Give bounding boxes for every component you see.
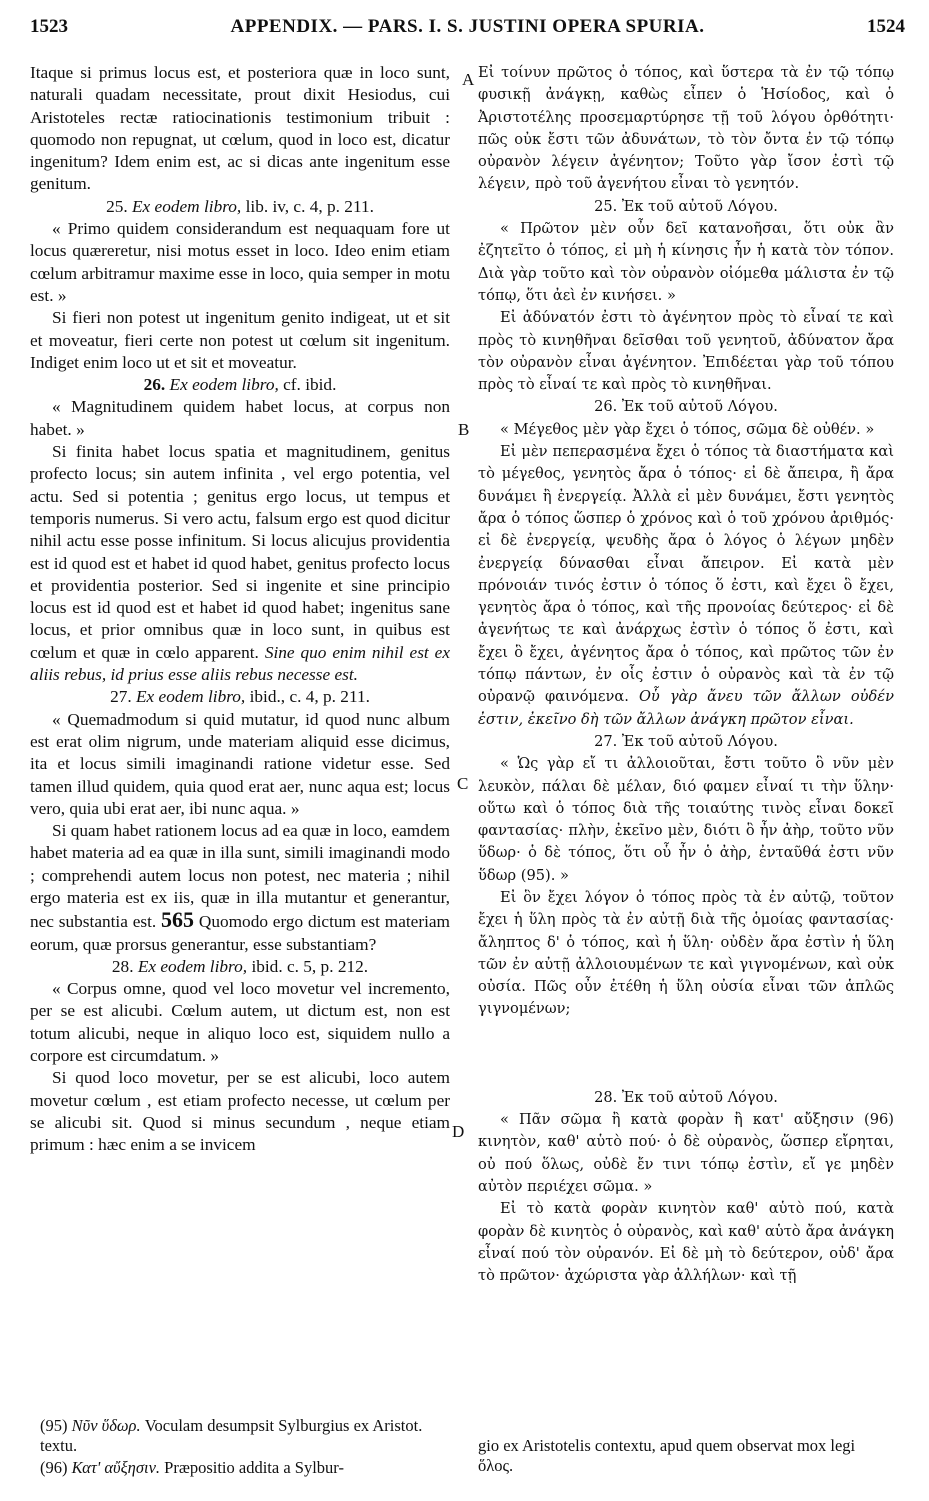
section-source: Ex eodem libro,	[169, 375, 279, 395]
latin-paragraph	[30, 441, 450, 686]
section-source: Ex eodem libro,	[136, 687, 246, 707]
greek-paragraph: Εἰ ἀδύνατόν ἐστι τὸ ἀγένητον πρὸς τὸ εἶναί τε καὶ πρὸς τὸ κινηθῆναι δεῖσθαι τοῦ γενητοῦ, ἀδύνατον ἄρα τὸν οὐρανὸν εἶναι ἀγένητον. Ἐπιδέεται γὰρ τοῦ τόπου πρὸς τὸ εἶναί τε καὶ πρὸς τὸ κινηθῆναι.	[478, 309, 894, 394]
latin-column	[30, 62, 450, 1157]
footnote-number: (95)	[40, 1416, 68, 1435]
column-number-marker: 565	[161, 907, 195, 933]
greek-paragraph: Εἰ τὸ κατὰ φορὰν κινητὸν καθ' αὑτὸ πού, κατὰ φορὰν δὲ κινητὸς ὁ οὐρανὸς, καὶ καθ' αὑτὸ ἄρα ἀνάγκη εἶναί πού τὸν οὐρανόν. Εἰ δὲ μὴ τὸ δεύτερον, οὐδ' ἄρα τὸ πρῶτον· ἀχώριστα γὰρ ἀλλήλων· καὶ τῇ	[478, 1200, 894, 1285]
section-number: 25.	[106, 196, 128, 216]
greek-paragraph: Εἰ τοίνυν πρῶτος ὁ τόπος, καὶ ὕστερα τὰ ἐν τῷ τόπῳ φυσικῇ ἀνάγκῃ, καθὼς εἶπεν ὁ Ἡσίοδος, καὶ ὁ Ἀριστοτέλης προσεμαρτύρησε τῇ τοῦ λόγου ὀρθότητι· πῶς οὐκ ἔστι τῶν ἀδυνάτων, τὸ τὸν ὄντα ἐν τῷ τόπῳ οὐρανὸν λέγειν ἀγένητον; Τοῦτο γὰρ ἴσον ἐστὶ τῷ λέγειν, πρὸ τοῦ ἀγενήτου εἶναι τὸ γενητόν.	[478, 64, 894, 193]
latin-text: Si finita habet locus spatia et magnitudinem, genitus profecto locus; sin autem infinita , vel ergo potentia, vel actu. Sed si potentia ; genitus ergo locus, ut tempus et temporis numerus. Si vero actu, falsum ergo est quod dicitur nihil actu esse posse infinitum. Si locus alicujus providentia est id quod est et habet id quod habet, genitus profecto locus et providentia posterior. Sed si ingenite et sine principio locus est id quod est et habet id quod habet; ingenitus sane locus, et prior omnibus quæ in loco sunt, in quibus est cœlum et quæ in cœlo apparent.	[30, 442, 450, 662]
margin-letter-a: A	[462, 70, 475, 89]
latin-paragraph: Itaque si primus locus est, et posteriora quæ in loco sunt, naturali quadam necessitate, prout dixit Hesiodus, cui Aristoteles rectæ ratiocinationis testimonium tribuit : quomodo non repugnat, ut cœlum, quod in loco est, dicatur ingenitum? Idem enim est, ac si dicas ante ingenitum esse genitum.	[30, 63, 450, 194]
latin-paragraph: Si fieri non potest ut ingenitum genito indigeat, ut et sit et moveatur, fieri certe non potest ut cœlum sit ingenitum. Indiget enim loco ut et sit et moveatur.	[30, 308, 450, 372]
footnote-text: Præpositio addita a Sylbur-	[164, 1458, 344, 1477]
latin-quote: « Primo quidem considerandum est nequaquam fore ut locus quæreretur, nisi motus esset in loco. Ideo enim etiam cœlum arbitramur maxime esse in loco, quia semper in motu est. »	[30, 219, 450, 305]
margin-letter-d: D	[452, 1122, 465, 1141]
page-number-right: 1524	[867, 16, 905, 37]
section-number: 28.	[111, 956, 134, 976]
section-reference: ibid. c. 5, p. 212.	[251, 956, 369, 976]
footnote-95	[40, 1416, 450, 1456]
section-reference: lib. iv, c. 4, p. 211.	[245, 196, 374, 216]
section-reference: ibid., c. 4, p. 211.	[249, 687, 370, 707]
page-number-left: 1523	[30, 16, 68, 37]
greek-column	[478, 62, 894, 1287]
greek-quote: « Πᾶν σῶμα ἢ κατὰ φορὰν ἢ κατ' αὔξησιν (96) κινητὸν, καθ' αὑτὸ πού· ὁ δὲ οὐρανὸς, ὥσπερ εἴρηται, οὐ πού ὅλως, οὐδὲ ἔν τινι τόπῳ ἐστὶν, εἴ γε μηδὲν αὐτὸν περιέχει σῶμα. »	[478, 1111, 894, 1195]
section-reference: cf. ibid.	[283, 375, 337, 395]
greek-quote: « Ὡς γὰρ εἴ τι ἀλλοιοῦται, ἔστι τοῦτο ὃ νῦν μὲν λευκὸν, πάλαι δὲ μέλαν, διό φαμεν εἶναί τι τὴν ὕλην· οὕτω καὶ ὁ τόπος διὰ τῆς τοιαύτης τινὸς εἶναι δοκεῖ φαντασίας· πλὴν, ἐκεῖνο μὲν, διότι ὃ ἦν ἀὴρ, τοῦτο νῦν ὕδωρ· ὁ δὲ τόπος, ὅτι οὗ ἦν ὁ ἀὴρ, ἐνταῦθά ἐστι νῦν ὕδωρ (95). »	[478, 755, 894, 884]
greek-italic-text: Οὗ γὰρ ἄνευ τῶν ἄλλων οὐδέν ἐστιν, ἐκεῖνο δὴ τῶν ἄλλων ἀνάγκη πρῶτον εἶναι.	[478, 688, 894, 728]
greek-text: Εἰ μὲν πεπερασμένα ἔχει ὁ τόπος τὰ διαστήματα καὶ τὸ μέγεθος, γενητὸς ἄρα ὁ τόπος· εἰ δὲ ἄπειρα, ἢ ἄρα δυνάμει ἢ ἐνεργείᾳ. Ἀλλὰ εἰ μὲν δυνάμει, ἔστι γενητὸς ἄρα ὁ τόπος ὥσπερ ὁ χρόνος καὶ ὁ τοῦ χρόνου ἀριθμός· εἰ δὲ ἐνεργείᾳ, ψευδὴς ἄρα ὁ λόγος ὁ λέγων μηδὲν ἐνεργείᾳ δύνασθαι εἶναι ἄπειρον. Εἰ κατὰ μὲν πρόνοιάν τινός ἐστιν ὁ τόπος ὅ ἐστι, καὶ ἔχει ὃ ἔχει, γενητὸς ἄρα ὁ τόπος, καὶ τῆς προνοίας δεύτερος· εἰ δὲ ἀγενήτως τε καὶ ἀνάρχως ἐστὶν ὁ τόπος ὅ ἐστι, καὶ ἔχει ὃ ἔχει, ἀγένητος ἄρα ὁ τόπος, καὶ πρῶτος τῶν ἐν τόπῳ πάντων, ἐν οἷς ἐστιν ὁ οὐρανὸς καὶ τὰ ἐν τῷ οὐρανῷ φαινόμενα.	[478, 443, 894, 706]
footnote-96	[40, 1458, 450, 1478]
greek-heading-28: 28. Ἐκ τοῦ αὐτοῦ Λόγου.	[594, 1088, 778, 1106]
latin-paragraph	[30, 820, 450, 956]
section-heading-28	[30, 956, 450, 978]
footnote-greek: Νῦν ὕδωρ.	[71, 1416, 141, 1435]
section-source: Ex eodem libro,	[137, 956, 248, 976]
footnote-number: (96)	[40, 1458, 68, 1477]
footnote-continuation: gio ex Aristotelis contextu, apud quem observat mox legi ὅλος.	[478, 1436, 856, 1475]
margin-letter-c: C	[457, 774, 469, 793]
greek-paragraph	[478, 441, 894, 731]
latin-paragraph: Si quod loco movetur, per se est alicubi, loco autem movetur cœlum , est etiam profecto necesse, ut cœlum per se alicubi sit. Quod si minus secundum , neque etiam primum : hæc enim a se invicem	[30, 1068, 450, 1155]
page-header	[30, 10, 905, 44]
footnote-text: Voculam desumpsit Sylburgius ex Aristot. textu.	[40, 1416, 423, 1455]
latin-quote: « Corpus omne, quod vel loco movetur vel incremento, per se est alicubi. Cœlum autem, ut dictum est, non est totum alicubi, neque in aliquo loco est, siquidem nullo a corpore est circumdatum. »	[30, 979, 450, 1066]
latin-quote: « Quemadmodum si quid mutatur, id quod nunc album est erat olim nigrum, unde materiam aliquid esse dicimus, ita et locus simili imaginandi ratione videtur esse. Sed tamen illud quidem, quia quod erat aer, nunc aqua est; locus vero, quia ubi erat aer, ibi nunc aqua. »	[30, 709, 450, 818]
greek-heading-27: 27. Ἐκ τοῦ αὐτοῦ Λόγου.	[594, 732, 778, 750]
greek-quote: « Πρῶτον μὲν οὖν δεῖ κατανοῆσαι, ὅτι οὐκ ἂν ἐζητεῖτο ὁ τόπος, εἰ μὴ ἡ κίνησις ἦν ἡ κατὰ τὸν τόπον. Διὰ γὰρ τοῦτο καὶ τὸν οὐρανὸν οἰόμεθα μάλιστα ἐν τῷ τόπῳ, ὅτι ἀεὶ ἐν κινήσει. »	[478, 220, 894, 304]
section-heading-27	[30, 686, 450, 708]
greek-heading-25: 25. Ἐκ τοῦ αὐτοῦ Λόγου.	[594, 197, 778, 215]
section-number: 26.	[143, 375, 166, 395]
section-heading-25	[30, 196, 450, 218]
section-source: Ex eodem libro,	[132, 196, 242, 216]
latin-text: Quomodo ergo dictum est materiam eorum, quæ prorsus generantur, esse substantiam?	[30, 912, 451, 954]
section-number: 27.	[110, 687, 132, 707]
latin-text: Si quam habet rationem locus ad ea quæ in loco, eamdem habet materia ad ea quæ in illa sunt, simili imaginandi modo ; comprehendi autem locus non potest, nec materia ; nihil ergo materia est ex iis, quæ in illa mutantur et generantur, nec substantia est.	[30, 821, 450, 932]
greek-heading-26: 26. Ἐκ τοῦ αὐτοῦ Λόγου.	[594, 398, 778, 416]
running-title: APPENDIX. — PARS. I. S. JUSTINI OPERA SPURIA.	[230, 16, 705, 37]
greek-quote: « Μέγεθος μὲν γὰρ ἔχει ὁ τόπος, σῶμα δὲ οὐθέν. »	[500, 420, 875, 438]
greek-paragraph: Εἰ ὃν ἔχει λόγον ὁ τόπος πρὸς τὰ ἐν αὐτῷ, τοῦτον ἔχει ἡ ὕλη πρὸς τὰ ἐν αὐτῇ διὰ τῆς ὁμοίας φαντασίας· ἄληπτος δ' ὁ τόπος, καὶ ἡ ὕλη· οὐδὲν ἄρα ἐστὶν ἡ ὕλη τῶν ἐν αὐτῇ ἀλλοιουμένων τε καὶ γιγνομένων, καὶ οὐκ οὐσία. Πῶς οὖν ἐτέθη ἡ ὕλη οὐσία εἶναι τῶν ἁπλῶς γιγνομένων;	[478, 888, 894, 1018]
latin-quote: « Magnitudinem quidem habet locus, at corpus non habet. »	[30, 397, 450, 439]
margin-letter-b: B	[458, 420, 470, 439]
footnote-greek: Κατ' αὔξησιν.	[71, 1458, 161, 1477]
latin-italic-text: Sine quo enim nihil est ex aliis rebus, id prius esse aliis rebus necesse est.	[30, 642, 450, 685]
section-heading-26	[30, 374, 450, 396]
